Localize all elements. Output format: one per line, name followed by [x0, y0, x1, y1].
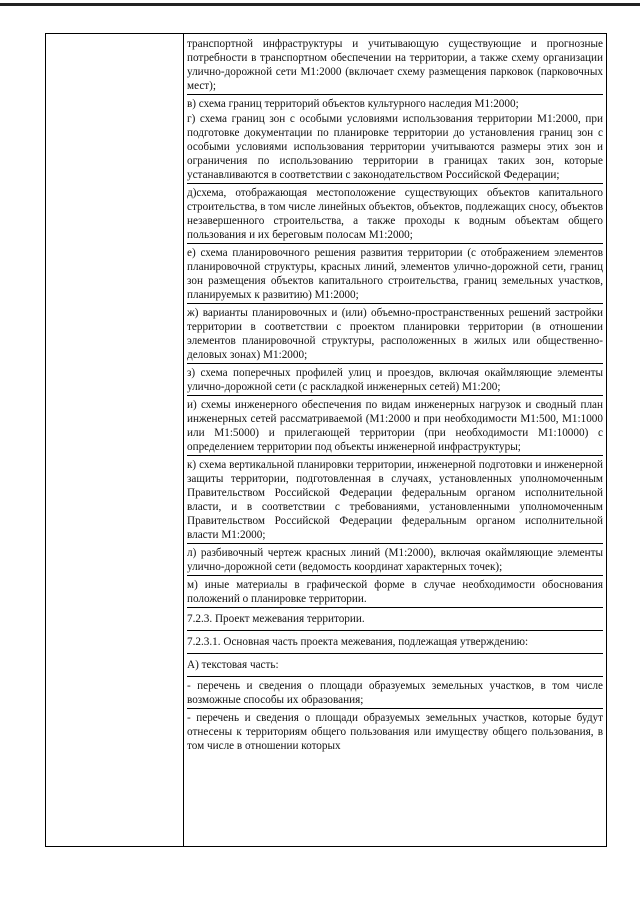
- document-table: [45, 33, 607, 847]
- paragraph-item-d: д)схема, отображающая местоположение существующих объектов капитального строительства, в том числе линейных объектов, объектов, подлежащих сносу, объектов незавершенного строительства, а также проходы к водным объектам общего пользования и их береговым полосам М1:2000;: [187, 186, 603, 244]
- section-heading-7-2-3: 7.2.3. Проект межевания территории.: [187, 610, 603, 631]
- paragraph-item-z: з) схема поперечных профилей улиц и проездов, включая окаймляющие элементы улично-дорожной сети (с раскладкой инженерных сетей) М1:200;: [187, 366, 603, 396]
- list-item-public-use-plots: - перечень и сведения о площади образуемых земельных участков, которые будут отнесены к территориям общего пользования или имуществу общего пользования, в том числе в отношении которых: [187, 712, 603, 752]
- paragraph-item-i: и) схемы инженерного обеспечения по видам инженерных нагрузок и сводный план инженерных сетей рассматриваемой (М1:2000 и при необходимости М1:500, М1:1000 или М1:5000) и прилегающей территории (при необходимости М1:10000) с определением территории под объекты инженерной инфраструктуры;: [187, 398, 603, 456]
- page-top-edge: [0, 3, 640, 6]
- paragraph-item-e: е) схема планировочного решения развития территории (с отображением элементов планировочной структуры, красных линий, элементов улично-дорожной сети, границ зон размещения объектов капитального строительства, границ земельных участков, планируемых к развитию) М1:2000;: [187, 246, 603, 304]
- subsection-text-part: А) текстовая часть:: [187, 656, 603, 677]
- paragraph-item-v: в) схема границ территорий объектов культурного наследия М1:2000;: [187, 98, 519, 110]
- column-divider: [183, 34, 184, 846]
- section-heading-7-2-3-1: 7.2.3.1. Основная часть проекта межевания, подлежащая утверждению:: [187, 633, 603, 654]
- paragraph-transport-infrastructure: транспортной инфраструктуры и учитывающую существующие и прогнозные потребности в транспортном обеспечении на территории, а также схему организации улично-дорожной сети М1:2000 (включает схему размещения парковок (парковочных мест);: [187, 37, 603, 95]
- list-item-land-plots: - перечень и сведения о площади образуемых земельных участков, в том числе возможные способы их образования;: [187, 679, 603, 709]
- paragraph-item-g: г) схема границ зон с особыми условиями использования территории М1:2000, при подготовке документации по планировке территории до установления границ зон с особыми условиями использования территории учитываются размеры этих зон и ограничения по использованию территории в границах таких зон, которые устанавливаются в соответствии с законодательством Российской Федерации;: [187, 112, 603, 184]
- paragraph-item-m: м) иные материалы в графической форме в случае необходимости обоснования положений о планировке территории.: [187, 578, 603, 608]
- paragraph-item-zh: ж) варианты планировочных и (или) объемно-пространственных решений застройки территории в соответствии с проектом планировки территории (в отношении элементов планировочной структуры, расположенных в жилых или общественно-деловых зонах) М1:2000;: [187, 306, 603, 364]
- content-cell: [187, 37, 603, 754]
- paragraph-item-l: л) разбивочный чертеж красных линий (М1:2000), включая окаймляющие элементы улично-дорожной сети (ведомость координат характерных точек);: [187, 546, 603, 576]
- paragraph-item-k: к) схема вертикальной планировки территории, инженерной подготовки и инженерной защиты территории, подготовленная в случаях, установленных уполномоченным Правительством Российской Федерации федеральным органом исполнительной власти, и в соответствии с требованиями, установленными уполномоченным Правительством Российской Федерации федеральным органом исполнительной власти М1:2000;: [187, 458, 603, 544]
